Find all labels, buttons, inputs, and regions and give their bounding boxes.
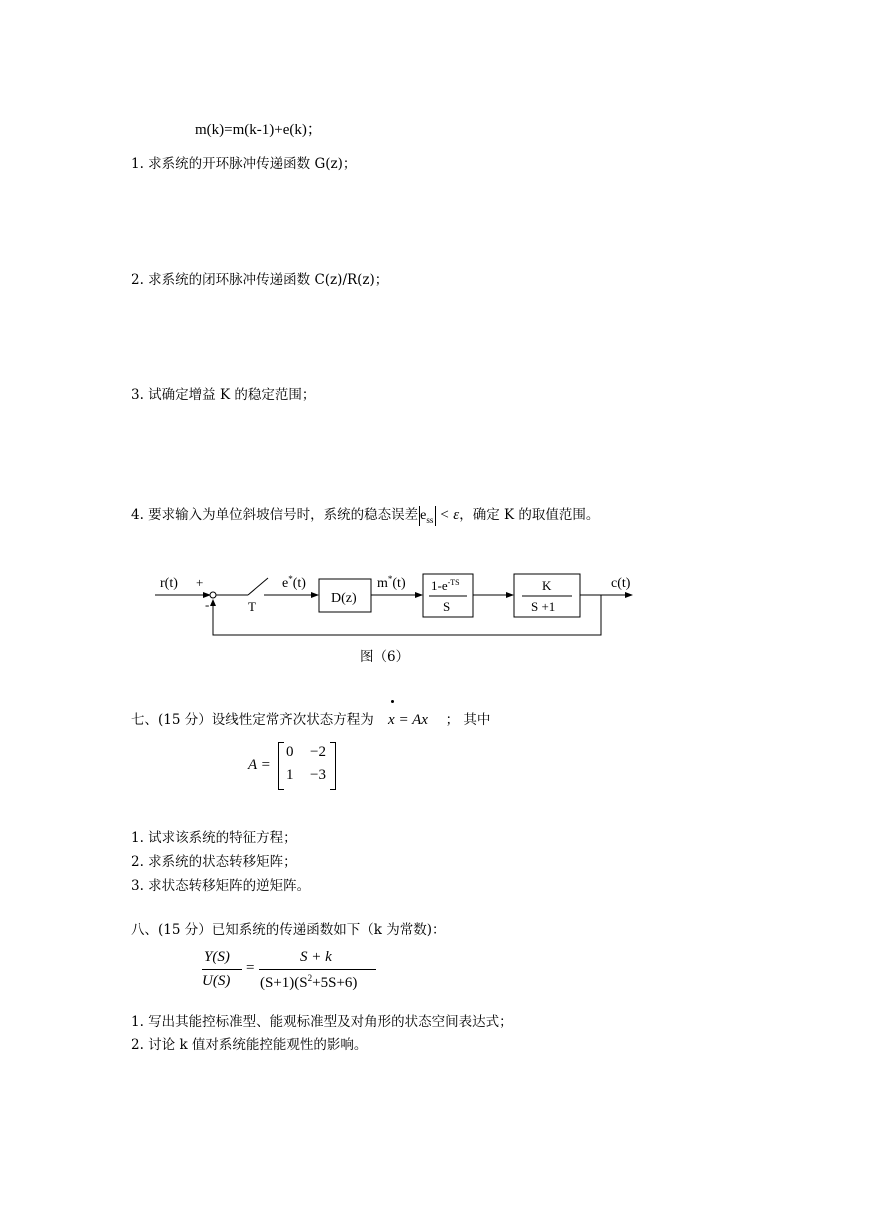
tf-rhs-bar: [259, 969, 376, 970]
question-6-4-prefix: 4. 要求输入为单位斜坡信号时，系统的稳态误差: [131, 507, 419, 523]
matrix-cell-1-1: −3: [310, 767, 326, 783]
feedback-arrowhead: [210, 599, 216, 606]
less-than-epsilon: < ε: [439, 507, 460, 523]
tf-equals: =: [246, 960, 255, 976]
state-equation-rhs: = Ax: [398, 712, 428, 728]
question-6-4: [131, 503, 599, 526]
abs-bar-right: [435, 506, 436, 526]
matrix-cell-0-1: −2: [310, 744, 326, 760]
state-equation: [388, 712, 432, 728]
tf-lhs-numerator: Y(S): [204, 949, 230, 965]
figure-caption: 图（6）: [360, 649, 410, 665]
controller-label: D(z): [331, 591, 357, 606]
plant-denominator: S +1: [531, 599, 556, 614]
matrix-A: [248, 742, 348, 792]
part7-heading-suffix: ； 其中: [445, 712, 491, 728]
question-6-3: 3. 试确定增益 K 的稳定范围；: [131, 387, 316, 403]
plus-sign: +: [196, 575, 204, 590]
question-7-1: 1. 试求该系统的特征方程；: [131, 830, 297, 846]
question-6-2: 2. 求系统的闭环脉冲传递函数 C(z)/R(z)；: [131, 272, 389, 288]
question-6-4-suffix: ，确定 K 的取值范围。: [459, 507, 600, 523]
question-7-3: 3. 求状态转移矩阵的逆矩阵。: [131, 878, 311, 894]
matrix-bracket-left: [278, 742, 284, 790]
question-6-1: 1. 求系统的开环脉冲传递函数 G(z)；: [131, 156, 357, 172]
matrix-cell-1-0: 1: [286, 767, 294, 783]
e-star-label: e*(t): [282, 574, 306, 591]
c-label: c(t): [611, 576, 631, 591]
tf-lhs-bar: [202, 969, 242, 970]
tf-lhs-denominator: U(S): [202, 973, 231, 989]
matrix-A-label: A =: [248, 757, 271, 773]
question-7-2: 2. 求系统的状态转移矩阵；: [131, 854, 297, 870]
transfer-function: [200, 947, 400, 995]
derivative-dot: [391, 700, 394, 703]
matrix-bracket-right: [330, 742, 336, 790]
zoh-numerator: $1-e^{-TS}$: [431, 578, 460, 593]
r-label: r(t): [160, 576, 178, 591]
question-8-2: 2. 讨论 k 值对系统能控能观性的影响。: [131, 1037, 368, 1053]
top-equation: m(k)=m(k-1)+e(k)；: [195, 122, 322, 138]
part8-heading: 八、(15 分）已知系统的传递函数如下（k 为常数)：: [131, 922, 446, 938]
block-diagram: [150, 565, 650, 645]
tf-rhs-numerator: S + k: [300, 949, 332, 965]
x-dot: x: [388, 712, 395, 728]
minus-sign: -: [205, 597, 210, 612]
zoh-denominator: S: [443, 599, 451, 614]
plant-numerator: K: [542, 578, 552, 593]
part7-heading-prefix: 七、(15 分）设线性定常齐次状态方程为: [131, 712, 374, 728]
matrix-cell-0-0: 0: [286, 744, 294, 760]
question-8-1: 1. 写出其能控标准型、能观标准型及对角形的状态空间表达式；: [131, 1014, 513, 1030]
ess-symbol: $e_{ss}$: [420, 508, 434, 525]
sampler-switch: [248, 578, 268, 595]
part7-heading: [131, 708, 490, 729]
sampler-T-label: T: [248, 599, 256, 614]
m-star-label: m*(t): [377, 574, 406, 591]
tf-rhs-denominator: $(S+1)(S^2+5S+6)$: [260, 973, 358, 991]
summing-junction: [210, 592, 216, 598]
